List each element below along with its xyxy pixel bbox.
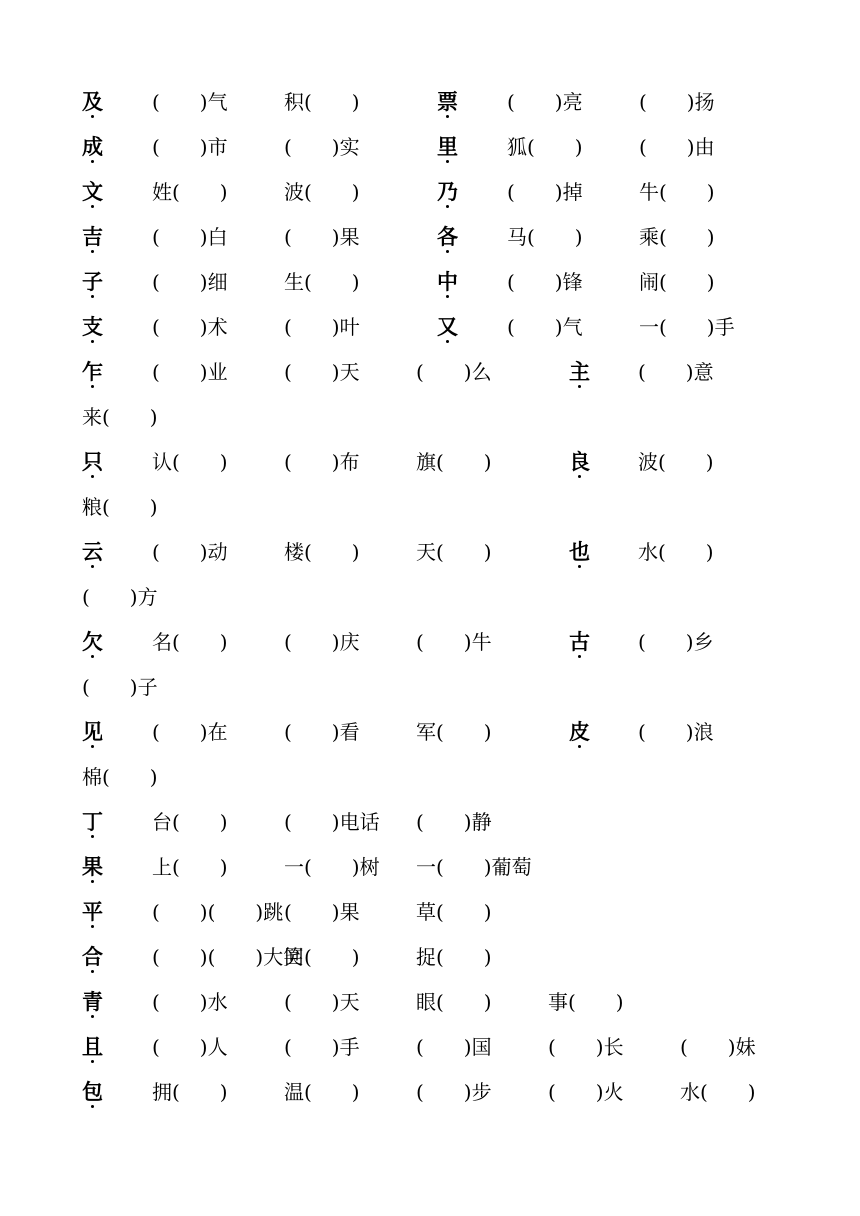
dotted-head-char: 青 bbox=[82, 980, 103, 1025]
blank-item: 狐( ) bbox=[507, 135, 583, 159]
blank-item: 军( ) bbox=[416, 720, 492, 744]
blank-item: ( )扬 bbox=[639, 90, 715, 114]
blank-item: 一( )树 bbox=[284, 855, 380, 879]
blank-item: ( )静 bbox=[416, 810, 492, 834]
blank-item: ( )实 bbox=[284, 135, 360, 159]
blank-item: ( )( )跳 bbox=[152, 900, 284, 924]
exercise-row bbox=[82, 980, 782, 1025]
blank-item: ( )人 bbox=[152, 1035, 228, 1059]
blank-item: ( )气 bbox=[152, 90, 228, 114]
dotted-head-char: 乍 bbox=[82, 350, 103, 395]
blank-item: 粮( ) bbox=[82, 495, 158, 519]
dotted-head-char: 且 bbox=[82, 1025, 103, 1070]
exercise-row bbox=[82, 170, 782, 215]
blank-item: 名( ) bbox=[152, 630, 228, 654]
exercise-row bbox=[82, 890, 782, 935]
blank-item: ( )国 bbox=[416, 1035, 492, 1059]
blank-item: 水( ) bbox=[680, 1080, 756, 1104]
dotted-head-char: 成 bbox=[82, 125, 103, 170]
dotted-head-char: 文 bbox=[82, 170, 103, 215]
exercise-row bbox=[82, 620, 782, 665]
dotted-head-char: 见 bbox=[82, 710, 103, 755]
blank-item: 天( ) bbox=[416, 540, 492, 564]
blank-item: ( )掉 bbox=[507, 180, 583, 204]
blank-item: ( )亮 bbox=[507, 90, 583, 114]
dotted-head-char: 云 bbox=[82, 530, 103, 575]
blank-item: ( )业 bbox=[152, 360, 228, 384]
blank-item: 上( ) bbox=[152, 855, 228, 879]
dotted-head-char: 包 bbox=[82, 1070, 103, 1115]
blank-item: ( )果 bbox=[284, 900, 360, 924]
blank-item: 波( ) bbox=[638, 450, 714, 474]
blank-item: ( )方 bbox=[82, 585, 158, 609]
blank-item: 眼( ) bbox=[416, 990, 492, 1014]
blank-item: ( )术 bbox=[152, 315, 228, 339]
blank-item: ( )白 bbox=[152, 225, 228, 249]
blank-item: ( )庆 bbox=[284, 630, 360, 654]
blank-item: ( )看 bbox=[284, 720, 360, 744]
exercise-row bbox=[82, 845, 782, 890]
blank-item: 捉( ) bbox=[416, 945, 492, 969]
blank-item: 乘( ) bbox=[639, 225, 715, 249]
exercise-row bbox=[82, 215, 782, 260]
blank-item: 棉( ) bbox=[82, 765, 158, 789]
dotted-head-char: 票 bbox=[437, 80, 458, 125]
exercise-row-continuation bbox=[82, 665, 782, 710]
dotted-head-char: 中 bbox=[437, 260, 458, 305]
dotted-head-char: 各 bbox=[437, 215, 458, 260]
dotted-head-char: 古 bbox=[569, 620, 590, 665]
dotted-head-char: 良 bbox=[569, 440, 590, 485]
dotted-head-char: 果 bbox=[82, 845, 103, 890]
blank-item: ( )火 bbox=[548, 1080, 624, 1104]
dotted-head-char: 合 bbox=[82, 935, 103, 980]
blank-item: 楼( ) bbox=[284, 540, 360, 564]
exercise-row bbox=[82, 305, 782, 350]
exercise-row-continuation bbox=[82, 755, 782, 800]
blank-item: ( )牛 bbox=[416, 630, 492, 654]
blank-item: 姓( ) bbox=[152, 180, 228, 204]
dotted-head-char: 丁 bbox=[82, 800, 103, 845]
exercise-row-continuation bbox=[82, 485, 782, 530]
exercise-row-continuation bbox=[82, 395, 782, 440]
blank-item: 旗( ) bbox=[416, 450, 492, 474]
exercise-row bbox=[82, 1025, 782, 1070]
blank-item: 认( ) bbox=[152, 450, 228, 474]
blank-item: 回( ) bbox=[284, 945, 360, 969]
exercise-sheet bbox=[82, 80, 782, 1115]
dotted-head-char: 及 bbox=[82, 80, 103, 125]
blank-item: ( )由 bbox=[639, 135, 715, 159]
blank-item: 温( ) bbox=[284, 1080, 360, 1104]
blank-item: ( )妹 bbox=[680, 1035, 756, 1059]
exercise-row bbox=[82, 935, 782, 980]
blank-item: ( )布 bbox=[284, 450, 360, 474]
dotted-head-char: 乃 bbox=[437, 170, 458, 215]
blank-item: ( )( )大笑 bbox=[152, 945, 304, 969]
blank-item: ( )乡 bbox=[638, 630, 714, 654]
blank-item: 拥( ) bbox=[152, 1080, 228, 1104]
blank-item: 生( ) bbox=[284, 270, 360, 294]
blank-item: ( )浪 bbox=[638, 720, 714, 744]
dotted-head-char: 欠 bbox=[82, 620, 103, 665]
exercise-row bbox=[82, 530, 782, 575]
dotted-head-char: 又 bbox=[437, 305, 458, 350]
blank-item: ( )果 bbox=[284, 225, 360, 249]
blank-item: 牛( ) bbox=[639, 180, 715, 204]
blank-item: ( )动 bbox=[152, 540, 228, 564]
blank-item: 台( ) bbox=[152, 810, 228, 834]
dotted-head-char: 吉 bbox=[82, 215, 103, 260]
exercise-row bbox=[82, 125, 782, 170]
exercise-row-continuation bbox=[82, 575, 782, 620]
exercise-row bbox=[82, 260, 782, 305]
blank-item: ( )锋 bbox=[507, 270, 583, 294]
blank-item: ( )子 bbox=[82, 675, 158, 699]
blank-item: ( )天 bbox=[284, 990, 360, 1014]
blank-item: 波( ) bbox=[284, 180, 360, 204]
exercise-row bbox=[82, 80, 782, 125]
blank-item: 一( )手 bbox=[639, 315, 735, 339]
blank-item: ( )在 bbox=[152, 720, 228, 744]
blank-item: ( )长 bbox=[548, 1035, 624, 1059]
blank-item: ( )步 bbox=[416, 1080, 492, 1104]
exercise-row bbox=[82, 440, 782, 485]
blank-item: 积( ) bbox=[284, 90, 360, 114]
dotted-head-char: 只 bbox=[82, 440, 103, 485]
blank-item: ( )市 bbox=[152, 135, 228, 159]
blank-item: 一( )葡萄 bbox=[416, 855, 532, 879]
blank-item: ( )电话 bbox=[284, 810, 380, 834]
dotted-head-char: 主 bbox=[569, 350, 590, 395]
blank-item: 事( ) bbox=[548, 990, 624, 1014]
dotted-head-char: 皮 bbox=[569, 710, 590, 755]
blank-item: ( )气 bbox=[507, 315, 583, 339]
blank-item: ( )天 bbox=[284, 360, 360, 384]
dotted-head-char: 子 bbox=[82, 260, 103, 305]
blank-item: 马( ) bbox=[507, 225, 583, 249]
exercise-row bbox=[82, 710, 782, 755]
dotted-head-char: 平 bbox=[82, 890, 103, 935]
dotted-head-char: 也 bbox=[569, 530, 590, 575]
blank-item: ( )么 bbox=[416, 360, 492, 384]
dotted-head-char: 里 bbox=[437, 125, 458, 170]
blank-item: ( )意 bbox=[638, 360, 714, 384]
exercise-row bbox=[82, 1070, 782, 1115]
blank-item: ( )水 bbox=[152, 990, 228, 1014]
blank-item: 草( ) bbox=[416, 900, 492, 924]
blank-item: 来( ) bbox=[82, 405, 158, 429]
blank-item: ( )手 bbox=[284, 1035, 360, 1059]
blank-item: ( )叶 bbox=[284, 315, 360, 339]
dotted-head-char: 支 bbox=[82, 305, 103, 350]
blank-item: 水( ) bbox=[638, 540, 714, 564]
blank-item: ( )细 bbox=[152, 270, 228, 294]
exercise-row bbox=[82, 800, 782, 845]
exercise-row bbox=[82, 350, 782, 395]
blank-item: 闹( ) bbox=[639, 270, 715, 294]
